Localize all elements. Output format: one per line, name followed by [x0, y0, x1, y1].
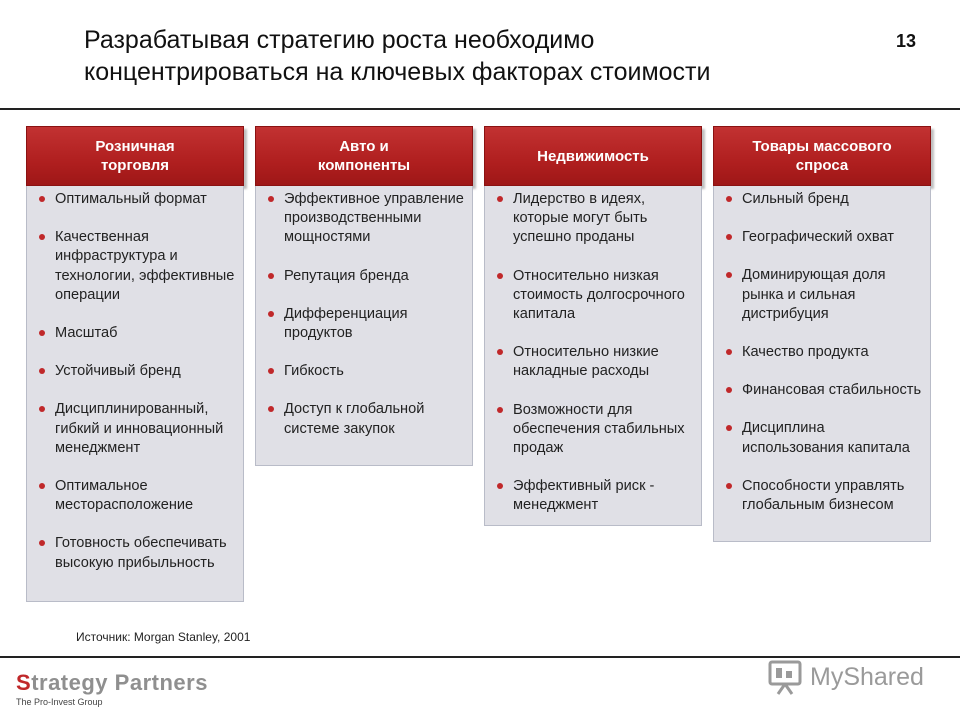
slide-title: [84, 24, 844, 88]
list-item: [726, 190, 926, 209]
bullet-icon: [268, 311, 274, 317]
bullet-icon: [497, 407, 503, 413]
column-body: [713, 186, 931, 542]
bullet-icon: [726, 387, 732, 393]
list-item-text: Готовность обеспечивать высокую прибыльность: [55, 535, 227, 571]
bullet-icon: [497, 273, 503, 279]
bullet-icon: [726, 272, 732, 278]
list-item: [497, 343, 697, 381]
list-item-text: Дифференциация продуктов: [284, 305, 408, 342]
list-item: [268, 305, 468, 343]
list-item-text: Географический охват: [742, 229, 894, 246]
list-item-text: Эффективное управление производственными мощностями: [284, 191, 464, 246]
column-auto: [255, 126, 473, 466]
list-item: [726, 381, 926, 400]
presentation-board-icon: [766, 658, 804, 696]
column-header: [255, 126, 473, 186]
column-retail: [26, 126, 244, 602]
column-header: [484, 126, 702, 186]
column-header-line-1: Розничная: [95, 138, 175, 155]
page-number: 13: [895, 31, 916, 51]
list-item: [497, 267, 697, 325]
list-item-text: Доступ к глобальной системе закупок: [284, 401, 425, 437]
list-item: [39, 190, 239, 209]
column-body: [26, 186, 244, 602]
list-item: [726, 477, 926, 515]
list-item-text: Возможности для обеспечения стабильных продаж: [513, 401, 685, 457]
list-item-text: Гибкость: [284, 363, 344, 380]
list-item: [39, 400, 239, 458]
column-real-estate: [484, 126, 702, 526]
list-item: [497, 477, 697, 515]
list-item: [497, 401, 697, 459]
bullet-icon: [268, 196, 274, 202]
column-header-line-1: Недвижимость: [537, 147, 649, 165]
list-item-text: Оптимальный формат: [55, 191, 207, 207]
bullet-icon: [39, 234, 45, 240]
list-item-text: Относительно низкие накладные расходы: [513, 344, 659, 380]
list-item: [268, 400, 468, 438]
list-item: [268, 267, 468, 286]
column-body: [255, 186, 473, 466]
bullet-icon: [39, 330, 45, 336]
column-header: [26, 126, 244, 186]
list-item-text: Доминирующая доля рынка и сильная дистрибуция: [742, 267, 886, 322]
list-item-text: Способности управлять глобальным бизнесом: [742, 477, 905, 514]
column-consumer-goods: [713, 126, 931, 542]
bullet-icon: [39, 540, 45, 546]
logo-subtitle: The Pro-Invest Group: [16, 697, 103, 707]
list-item-text: Масштаб: [55, 325, 118, 342]
list-item-text: Оптимальное месторасположение: [55, 478, 194, 514]
bullet-icon: [268, 406, 274, 412]
list-item-text: Финансовая стабильность: [742, 382, 922, 399]
source-note: Источник: Morgan Stanley, 2001: [76, 630, 251, 644]
list-item: [726, 266, 926, 324]
list-item-text: Относительно низкая стоимость долгосрочного капитала: [513, 267, 685, 323]
bullet-icon: [726, 234, 732, 240]
list-item: [268, 190, 468, 248]
list-item-text: Лидерство в идеях, которые могут быть успешно проданы: [513, 191, 648, 246]
list-item-text: Эффективный риск - менеджмент: [513, 478, 655, 514]
bullet-icon: [39, 406, 45, 412]
list-item-text: Качество продукта: [742, 344, 869, 361]
column-body: [484, 186, 702, 526]
title-divider: [0, 108, 960, 110]
list-item: [497, 190, 697, 248]
logo-rest: trategy Partners: [31, 670, 208, 695]
bullet-icon: [39, 483, 45, 489]
list-item-text: Сильный бренд: [742, 191, 849, 207]
bullet-icon: [268, 368, 274, 374]
list-item: [726, 228, 926, 247]
list-item: [39, 362, 239, 381]
bullet-icon: [497, 349, 503, 355]
bullet-icon: [497, 483, 503, 489]
bullet-icon: [268, 273, 274, 279]
bullet-icon: [726, 425, 732, 431]
column-header-line-2: спроса: [795, 157, 849, 174]
column-header-line-1: Товары массового: [752, 138, 892, 155]
list-item: [726, 419, 926, 457]
list-item-text: Дисциплина использования капитала: [742, 420, 910, 456]
column-header: [713, 126, 931, 186]
title-line-2: концентрироваться на ключевых факторах стоимости: [84, 58, 711, 86]
bullet-icon: [726, 349, 732, 355]
column-header-line-2: компоненты: [317, 157, 411, 174]
list-item-text: Репутация бренда: [284, 267, 409, 284]
list-item: [39, 228, 239, 305]
list-item: [39, 477, 239, 515]
list-item: [39, 324, 239, 343]
bullet-icon: [726, 196, 732, 202]
logo-name: [16, 670, 208, 696]
column-header-line-1: Авто и: [339, 138, 389, 155]
column-header-line-2: торговля: [100, 157, 169, 174]
bullet-icon: [726, 483, 732, 489]
bullet-icon: [497, 196, 503, 202]
watermark: [766, 658, 924, 696]
company-logo: [16, 670, 208, 708]
list-item: [39, 534, 239, 572]
list-item-text: Качественная инфраструктура и технологии, эффективные операции: [55, 229, 235, 303]
watermark-text: MyShared: [810, 662, 924, 691]
bullet-icon: [39, 196, 45, 202]
list-item-text: Дисциплинированный, гибкий и инновационный менеджмент: [55, 401, 224, 456]
list-item-text: Устойчивый бренд: [55, 363, 181, 380]
logo-first-letter: S: [16, 670, 32, 695]
bullet-icon: [39, 368, 45, 374]
title-line-1: Разрабатывая стратегию роста необходимо: [84, 26, 595, 54]
list-item: [726, 343, 926, 362]
list-item: [268, 362, 468, 381]
